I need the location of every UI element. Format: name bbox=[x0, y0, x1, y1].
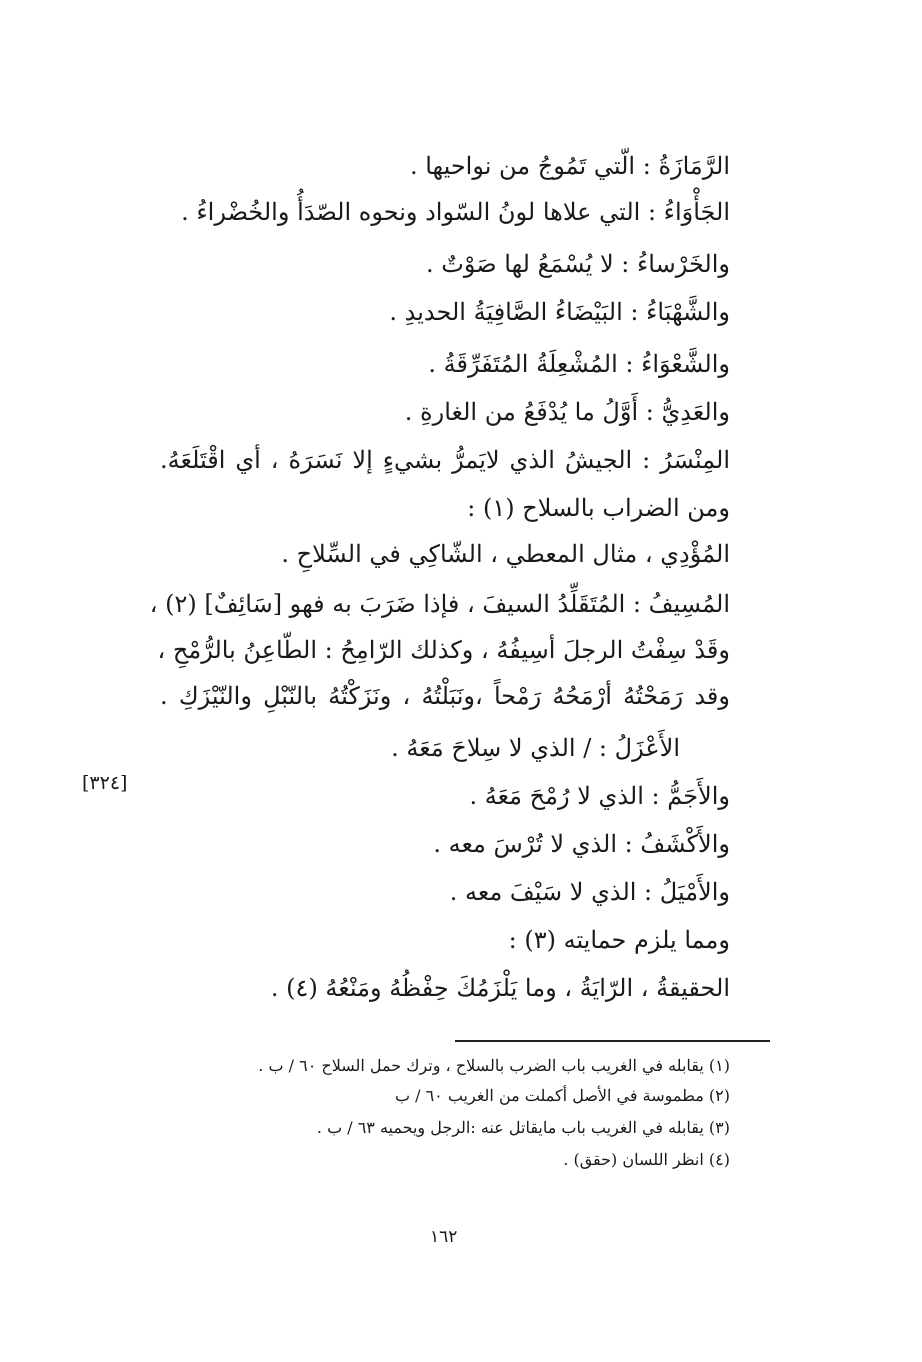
text-line-2: الجَأْوَاءُ : التي علاها لونُ السّواد ونحوه الصّدَأُ والخُضْراءُ . bbox=[181, 198, 730, 226]
text-line-13 bbox=[391, 734, 730, 763]
text-line-10: المُسِيفُ : المُتَقَلِّدُ السيفَ ، فإذا ضَرَبَ به فهو [سَائِفٌ] (٢) ، bbox=[149, 590, 730, 618]
text-line-3: والخَرْساءُ : لا يُسْمَعُ لها صَوْتٌ . bbox=[426, 250, 730, 278]
footnote-4: (٤) انظر اللسان (حقق) . bbox=[563, 1150, 730, 1169]
text-line-15: والأَكْشَفُ : الذي لا تُرْسَ معه . bbox=[433, 830, 730, 858]
text-line-1: الرَّمَازَةُ : الّتي تَمُوجُ من نواحيها . bbox=[409, 152, 730, 180]
footnote-2: (٢) مطموسة في الأصل أكملت من الغريب ٦٠ / ب bbox=[394, 1086, 730, 1105]
text-line-5: والشَّعْوَاءُ : المُشْعِلَةُ المُتَفَرِّقَةُ . bbox=[428, 350, 730, 378]
text-line-13-content: الأَعْزَلُ : / الذي لا سِلاحَ مَعَهُ . bbox=[391, 734, 680, 762]
footnote-1: (١) يقابله في الغريب باب الضرب بالسلاح ، وترك حمل السلاح ٦٠ / ب . bbox=[258, 1056, 730, 1075]
text-line-8: ومن الضراب بالسلاح (١) : bbox=[467, 494, 730, 522]
text-line-14-content: والأَجَمُّ : الذي لا رُمْحَ مَعَهُ . bbox=[469, 782, 730, 810]
footnote-3: (٣) يقابله في الغريب باب مايقاتل عنه :الرجل ويحميه ٦٣ / ب . bbox=[316, 1118, 730, 1137]
manuscript-folio-marker: [٣٢٤] bbox=[82, 772, 128, 794]
page-number: ١٦٢ bbox=[430, 1227, 458, 1247]
text-line-6: والعَدِيُّ : أَوَّلُ ما يُدْفَعُ من الغارةِ . bbox=[404, 398, 730, 426]
footnote-separator bbox=[455, 1040, 770, 1042]
text-line-12: وقد رَمَحْتُهُ أرْمَحُهُ رَمْحاً ،ونَبَلْتُهُ ، ونَزَكْتُهُ بالنّبْلِ والنّيْزَكِ . bbox=[160, 682, 730, 710]
text-line-18: الحقيقةُ ، الرّايَةُ ، وما يَلْزَمُكَ حِفْظُهُ ومَنْعُهُ (٤) . bbox=[270, 974, 730, 1002]
text-line-17: ومما يلزم حمايته (٣) : bbox=[508, 926, 730, 954]
text-line-7: المِنْسَرُ : الجيشُ الذي لايَمرُّ بشيءٍ إلا نَسَرَهُ ، أي اقْتَلَعَهُ. bbox=[160, 446, 730, 474]
text-line-16: والأَمْيَلُ : الذي لا سَيْفَ معه . bbox=[449, 878, 730, 906]
text-line-9: المُؤْدِي ، مثال المعطي ، الشّاكِي في السِّلاحِ . bbox=[281, 540, 730, 568]
text-line-14 bbox=[469, 782, 730, 811]
text-line-4: والشَّهْبَاءُ : البَيْضَاءُ الصَّافِيَةُ الحديدِ . bbox=[389, 298, 730, 326]
text-line-11: وقَدْ سِفْتُ الرجلَ أسِيفُهُ ، وكذلك الرّامِحُ : الطّاعِنُ بالرُّمْحِ ، bbox=[157, 636, 730, 664]
